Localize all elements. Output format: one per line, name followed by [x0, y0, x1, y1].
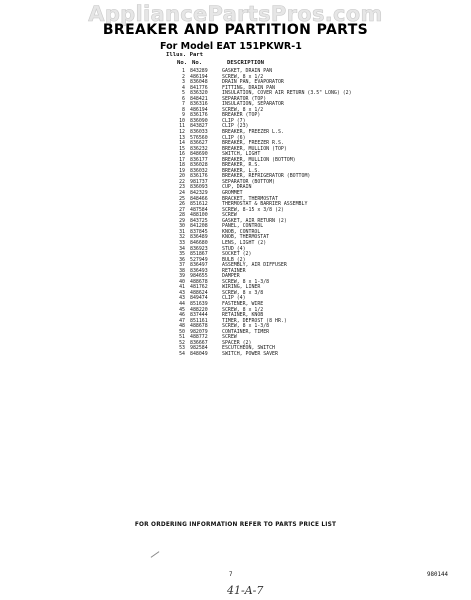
part-number: 982584	[190, 345, 208, 352]
illus-number: 18	[179, 162, 185, 169]
part-number: 836177	[190, 156, 208, 163]
part-description: CUP, DRAIN	[222, 184, 252, 191]
illus-number: 30	[179, 223, 185, 230]
part-number: 836667	[190, 339, 208, 346]
part-description: INSULATION, COVER AIR RETURN (3.5" LONG) (2)	[222, 90, 352, 97]
part-number: 841776	[190, 84, 208, 91]
part-number: 842329	[190, 190, 208, 197]
part-number: 488220	[190, 306, 208, 313]
part-description: CONTAINER, TIMER	[222, 328, 270, 335]
illus-number: 5	[182, 90, 185, 97]
part-number: 836489	[190, 234, 208, 241]
watermark: AppliancePartsPros.com	[88, 2, 383, 26]
part-description: SEPARATOR (TOP)	[222, 95, 267, 102]
part-description: SOCKET (2)	[222, 251, 252, 258]
illus-number: 2	[182, 73, 185, 80]
part-number: 836493	[190, 267, 208, 274]
part-number: 836033	[190, 129, 208, 136]
part-description: SCREW, 8 x 1-3/8	[222, 323, 270, 330]
illus-number: 33	[179, 239, 185, 246]
part-number: 836923	[190, 245, 208, 252]
part-description: GASKET, DRAIN PAN	[222, 68, 273, 74]
illus-number: 38	[179, 267, 185, 274]
part-number: 849474	[190, 295, 208, 302]
part-description: BREAKER, MULLION (BOTTOM)	[222, 156, 296, 163]
part-description: DRAIN PAN, EVAPORATOR	[222, 79, 284, 86]
illus-number: 40	[179, 278, 185, 285]
part-description: KNOB, THERMOSTAT	[222, 234, 270, 241]
part-description: BRACKET, THERMOSTAT	[222, 195, 278, 202]
illus-number: 36	[179, 256, 185, 263]
illus-number: 3	[182, 79, 185, 86]
illus-number: 22	[179, 178, 185, 185]
part-description: SCREW	[222, 334, 237, 341]
illus-number: 26	[179, 201, 185, 208]
part-number: 836316	[190, 101, 208, 108]
column-header-part-no: No.	[192, 60, 203, 66]
part-number: 488678	[190, 323, 208, 330]
part-number: 488772	[190, 334, 208, 341]
illus-number: 44	[179, 300, 185, 307]
handwritten-note: 41-A-7	[227, 584, 264, 597]
part-number: 488100	[190, 212, 208, 219]
part-description: GASKET, AIR RETURN (2)	[222, 217, 287, 224]
part-description: CLIP (7)	[222, 117, 246, 124]
part-number: 848049	[190, 350, 208, 357]
part-description: SCREW, 8 x 3/8	[222, 289, 264, 296]
part-number: 836176	[190, 173, 208, 180]
part-description: ESCUTCHEON, SWITCH	[222, 345, 275, 352]
part-description: KNOB, CONTROL	[222, 228, 261, 235]
part-number: 841208	[190, 223, 208, 230]
illus-number: 24	[179, 190, 185, 197]
illus-number: 45	[179, 306, 185, 313]
part-description: BREAKER, FREEZER R.S.	[222, 140, 284, 147]
part-description: CLIP (23)	[222, 123, 249, 130]
part-description: BREAKER, REFRIGERATOR (BOTTOM)	[222, 173, 311, 180]
part-number: 851612	[190, 201, 208, 208]
illus-number: 9	[182, 112, 185, 119]
pen-mark	[151, 551, 160, 558]
illus-number: 16	[179, 151, 185, 158]
part-description: BREAKER, L.S.	[222, 167, 261, 174]
ordering-info-footer: FOR ORDERING INFORMATION REFER TO PARTS PRICE LIST	[134, 522, 337, 528]
illus-number: 47	[179, 317, 185, 324]
part-description: SWITCH, POWER SAVER	[222, 350, 278, 357]
illus-number: 31	[179, 228, 185, 235]
illus-number: 34	[179, 245, 185, 252]
part-number: 843289	[190, 68, 208, 74]
illus-number: 41	[179, 284, 185, 291]
part-description: SCREW, 8 x 1-3/8	[222, 278, 270, 285]
part-description: RETAINER, KNOB	[222, 312, 264, 319]
part-number: 836090	[190, 117, 208, 124]
part-description: STUD (4)	[222, 245, 246, 252]
part-number: 846680	[190, 239, 208, 246]
page-number: 7	[229, 572, 233, 578]
part-number: 836497	[190, 262, 208, 269]
part-description: CLIP (6)	[222, 134, 246, 141]
part-number: 836627	[190, 140, 208, 147]
part-number: 836320	[190, 90, 208, 97]
part-number: 981737	[190, 178, 208, 185]
illus-number: 48	[179, 323, 185, 330]
illus-number: 23	[179, 184, 185, 191]
part-number: 982079	[190, 328, 208, 335]
parts-list	[168, 69, 378, 357]
part-number: 851161	[190, 317, 208, 324]
illus-number: 37	[179, 262, 185, 269]
illus-number: 46	[179, 312, 185, 319]
part-description: LENS, LIGHT (2)	[222, 239, 267, 246]
illus-number: 27	[179, 206, 185, 213]
illus-number: 15	[179, 145, 185, 152]
part-number: 848421	[190, 95, 208, 102]
illus-number: 17	[179, 156, 185, 163]
part-description: GROMMET	[222, 190, 243, 197]
part-number: 488678	[190, 278, 208, 285]
document-number: 980144	[427, 572, 448, 578]
part-number: 836176	[190, 112, 208, 119]
illus-number: 20	[179, 173, 185, 180]
part-number: 836032	[190, 167, 208, 174]
illus-number: 11	[179, 123, 185, 130]
part-description: RETAINER	[222, 267, 246, 274]
illus-number: 35	[179, 251, 185, 258]
part-description: CLIP (4)	[222, 295, 246, 302]
illus-number: 25	[179, 195, 185, 202]
part-description: BULB (2)	[222, 256, 246, 263]
column-header-description: DESCRIPTION	[227, 60, 265, 66]
part-description: INSULATION, SEPARATOR	[222, 101, 284, 108]
part-number: 843827	[190, 123, 208, 130]
column-header-illus: Illus. Part	[166, 52, 204, 58]
part-number: 836093	[190, 184, 208, 191]
illus-number: 13	[179, 134, 185, 141]
illus-number: 19	[179, 167, 185, 174]
illus-number: 43	[179, 289, 185, 296]
part-description: PANEL, CONTROL	[222, 223, 264, 230]
part-description: BREAKER, MULLION (TOP)	[222, 145, 287, 152]
part-description: ASSEMBLY, AIR DIFFUSER	[222, 262, 287, 269]
part-description: SCREW, 8-15 x 3/8 (2)	[222, 206, 284, 213]
illus-number: 8	[182, 106, 185, 113]
part-description: SCREW, 8 x 1/2	[222, 106, 264, 113]
part-number: 486194	[190, 106, 208, 113]
part-description: TIMER, DEFROST (8 HR.)	[222, 317, 287, 324]
part-number: 837444	[190, 312, 208, 319]
illus-number: 52	[179, 339, 185, 346]
illus-number: 12	[179, 129, 185, 136]
part-description: FASTENER, WIRE	[222, 300, 264, 307]
part-description: SCREW, 8 x 1/2	[222, 306, 264, 313]
part-number: 576560	[190, 134, 208, 141]
part-description: WIRING, LINER	[222, 284, 261, 291]
illus-number: 28	[179, 212, 185, 219]
part-number: 487584	[190, 206, 208, 213]
illus-number: 1	[182, 68, 185, 74]
part-description: SEPARATOR (BOTTOM)	[222, 178, 275, 185]
illus-number: 51	[179, 334, 185, 341]
illus-number: 10	[179, 117, 185, 124]
illus-number: 53	[179, 345, 185, 352]
part-number: 527949	[190, 256, 208, 263]
parts-list-row	[168, 352, 378, 358]
part-description: BREAKER, FREEZER L.S.	[222, 129, 284, 136]
column-header-no: No.	[177, 60, 188, 66]
part-description: DAMPER	[222, 273, 240, 280]
part-description: SCREW, 8 x 1/2	[222, 73, 264, 80]
part-number: 836048	[190, 79, 208, 86]
part-number: 851867	[190, 251, 208, 258]
part-number: 488624	[190, 289, 208, 296]
illus-number: 39	[179, 273, 185, 280]
part-description: BREAKER, R.S.	[222, 162, 261, 169]
illus-number: 54	[179, 350, 185, 357]
part-description: SPACER (2)	[222, 339, 252, 346]
part-number: 486194	[190, 73, 208, 80]
part-number: 837845	[190, 228, 208, 235]
illus-number: 50	[179, 328, 185, 335]
model-line: For Model EAT 151PKWR-1	[160, 41, 302, 52]
part-description: FITTING, DRAIN PAN	[222, 84, 275, 91]
illus-number: 43	[179, 295, 185, 302]
illus-number: 14	[179, 140, 185, 147]
part-number: 843725	[190, 217, 208, 224]
part-description: SWITCH, LIGHT	[222, 151, 261, 158]
illus-number: 32	[179, 234, 185, 241]
part-number: 984655	[190, 273, 208, 280]
part-number: 851639	[190, 300, 208, 307]
part-number: 836028	[190, 162, 208, 169]
illus-number: 4	[182, 84, 185, 91]
illus-number: 29	[179, 217, 185, 224]
part-number: 481762	[190, 284, 208, 291]
page-title: BREAKER AND PARTITION PARTS	[102, 22, 369, 38]
part-description: BREAKER (TOP)	[222, 112, 261, 119]
part-description: THERMOSTAT & BARRIER ASSEMBLY	[222, 201, 308, 208]
illus-number: 7	[182, 101, 185, 108]
part-number: 836232	[190, 145, 208, 152]
illus-number: 6	[182, 95, 185, 102]
part-number: 848466	[190, 195, 208, 202]
part-description: SCREW	[222, 212, 237, 219]
part-number: 848690	[190, 151, 208, 158]
